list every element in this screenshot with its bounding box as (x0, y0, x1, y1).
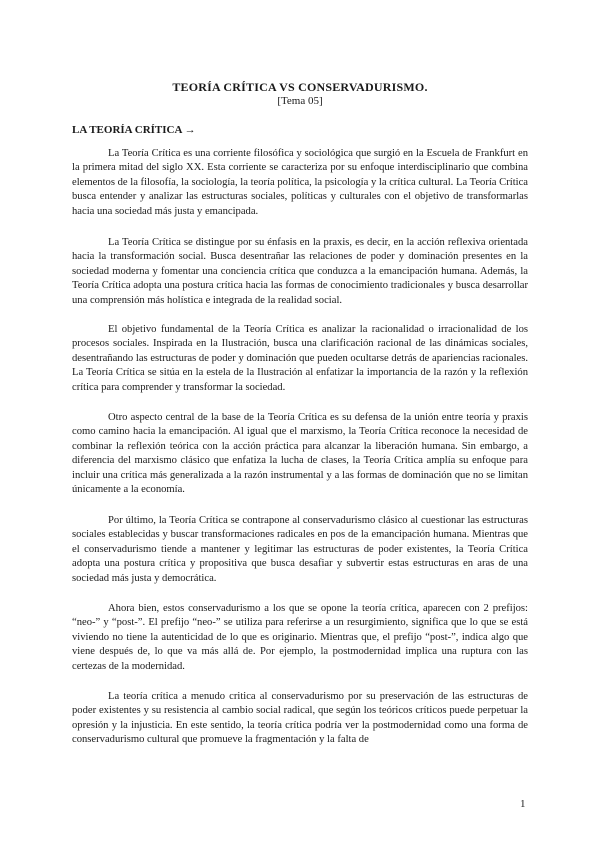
paragraph-7: La teoría crítica a menudo critica al conservadurismo por su preservación de las estructuras de poder existentes y su resistencia al cambio social radical, que según los teóricos críticos puede perpetuar la opresión y la injusticia. En este sentido, la teoría crítica podría ver la postmodernidad como una forma de conservadurismo cultural que promueve la fragmentación y la falta de (72, 691, 528, 746)
section-heading: LA TEORÍA CRÍTICA → (72, 124, 196, 136)
paragraph-6: Ahora bien, estos conservadurismo a los que se opone la teoría crítica, aparecen con 2 prefijos: “neo-” y “post-”. El prefijo “neo-” se utiliza para referirse a un resurgimiento, significa que lo que se está viviendo no tiene la autenticidad de lo que es originario. Mientras que, el prefijo “post-”, indica algo que viene después de, lo que va más allá de. Por ejemplo, la postmodernidad implica una ruptura con las certezas de la modernidad. (72, 603, 528, 672)
document-subtitle: [Tema 05] (277, 95, 323, 107)
paragraph-2: La Teoría Crítica se distingue por su énfasis en la praxis, es decir, en la acción reflexiva orientada hacia la transformación social. Busca desentrañar las relaciones de poder y dominación presentes en la sociedad moderna y fomentar una conciencia crítica que conduzca a la emancipación humana. Además, la Teoría Crítica adopta una postura crítica hacia las formas de conocimiento tradicionales y busca desarrollar una comprensión más holística e integrada de la realidad social. (72, 237, 528, 306)
document-title: TEORÍA CRÍTICA VS CONSERVADURISMO. (172, 80, 428, 94)
paragraph-1: La Teoría Crítica es una corriente filosófica y sociológica que surgió en la Escuela de Frankfurt en la primera mitad del siglo XX. Esta corriente se caracteriza por su enfoque interdisciplinario que combina elementos de la filosofía, la sociología, la teoría política, la psicología y la crítica cultural. La Teoría Crítica busca entender y analizar las estructuras sociales, políticas y culturales con el objetivo de transformarlas hacia una sociedad más justa y emancipada. (72, 148, 528, 217)
paragraph-4: Otro aspecto central de la base de la Teoría Crítica es su defensa de la unión entre teoría y praxis como camino hacia la emancipación. Al igual que el marxismo, la Teoría Crítica reconoce la necesidad de combinar la reflexión teórica con la acción práctica para alcanzar la liberación humana. Sin embargo, a diferencia del marxismo clásico que enfatiza la lucha de clases, la Teoría Crítica amplía su enfoque para incluir una crítica más generalizada a la razón instrumental y a las formas de dominación que no se limitan únicamente a la economía. (72, 412, 528, 496)
paragraph-5: Por último, la Teoría Crítica se contrapone al conservadurismo clásico al cuestionar las estructuras sociales establecidas y buscar transformaciones radicales en pos de la emancipación humana. Mientras que el conservadurismo tiende a mantener y legitimar las estructuras de poder existentes, la Teoría Crítica adopta una postura crítica y propositiva que busca desafiar y subvertir estas estructuras en aras de una sociedad más justa y democrática. (72, 515, 528, 584)
page-number: 1 (520, 798, 526, 810)
paragraph-3: El objetivo fundamental de la Teoría Crítica es analizar la racionalidad o irracionalidad de los procesos sociales. Inspirada en la Ilustración, busca una clarificación racional de las dinámicas sociales, desentrañando las estructuras de poder y dominación que pueden ocultarse detrás de apariencias racionales. La Teoría Crítica se sitúa en la estela de la Ilustración al enfatizar la importancia de la razón y la reflexión crítica para comprender y transformar la sociedad. (72, 324, 528, 393)
